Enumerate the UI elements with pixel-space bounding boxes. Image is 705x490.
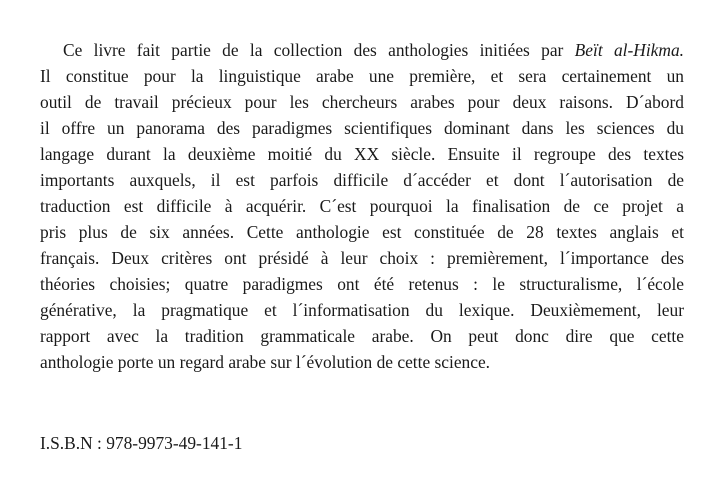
paragraph-line: rapport avec la tradition grammaticale arabe. On peut donc dire que cette xyxy=(40,326,684,346)
paragraph-line: outil de travail précieux pour les chercheurs arabes pour deux raisons. D´abord xyxy=(40,92,684,112)
paragraph-line xyxy=(40,37,684,63)
paragraph-line: pris plus de six années. Cette anthologie est constituée de 28 textes anglais et xyxy=(40,222,684,242)
description-text xyxy=(40,37,684,375)
paragraph-line: anthologie porte un regard arabe sur l´évolution de cette science. xyxy=(40,352,491,372)
paragraph-line: théories choisies; quatre paradigmes ont été retenus : le structuralisme, l´école xyxy=(40,274,684,294)
paragraph-line: traduction est difficile à acquérir. C´est pourquoi la finalisation de ce projet a xyxy=(40,196,684,216)
paragraph-line: importants auxquels, il est parfois difficile d´accéder et dont l´autorisation de xyxy=(40,170,684,190)
paragraph-line: Il constitue pour la linguistique arabe une première, et sera certainement un xyxy=(40,66,684,86)
paragraph-line: générative, la pragmatique et l´informatisation du lexique. Deuxièmement, leur xyxy=(40,300,684,320)
collection-name: Beït al-Hikma. xyxy=(574,40,684,60)
paragraph-line: langage durant la deuxième moitié du XX siècle. Ensuite il regroupe des textes xyxy=(40,144,684,164)
paragraph-line: il offre un panorama des paradigmes scientifiques dominant dans les sciences du xyxy=(40,118,684,138)
isbn-text: I.S.B.N : 978-9973-49-141-1 xyxy=(40,433,243,453)
paragraph-line: français. Deux critères ont présidé à leur choix : premièrement, l´importance des xyxy=(40,248,684,268)
paragraph-line-text: Ce livre fait partie de la collection des anthologies initiées par xyxy=(63,40,575,60)
